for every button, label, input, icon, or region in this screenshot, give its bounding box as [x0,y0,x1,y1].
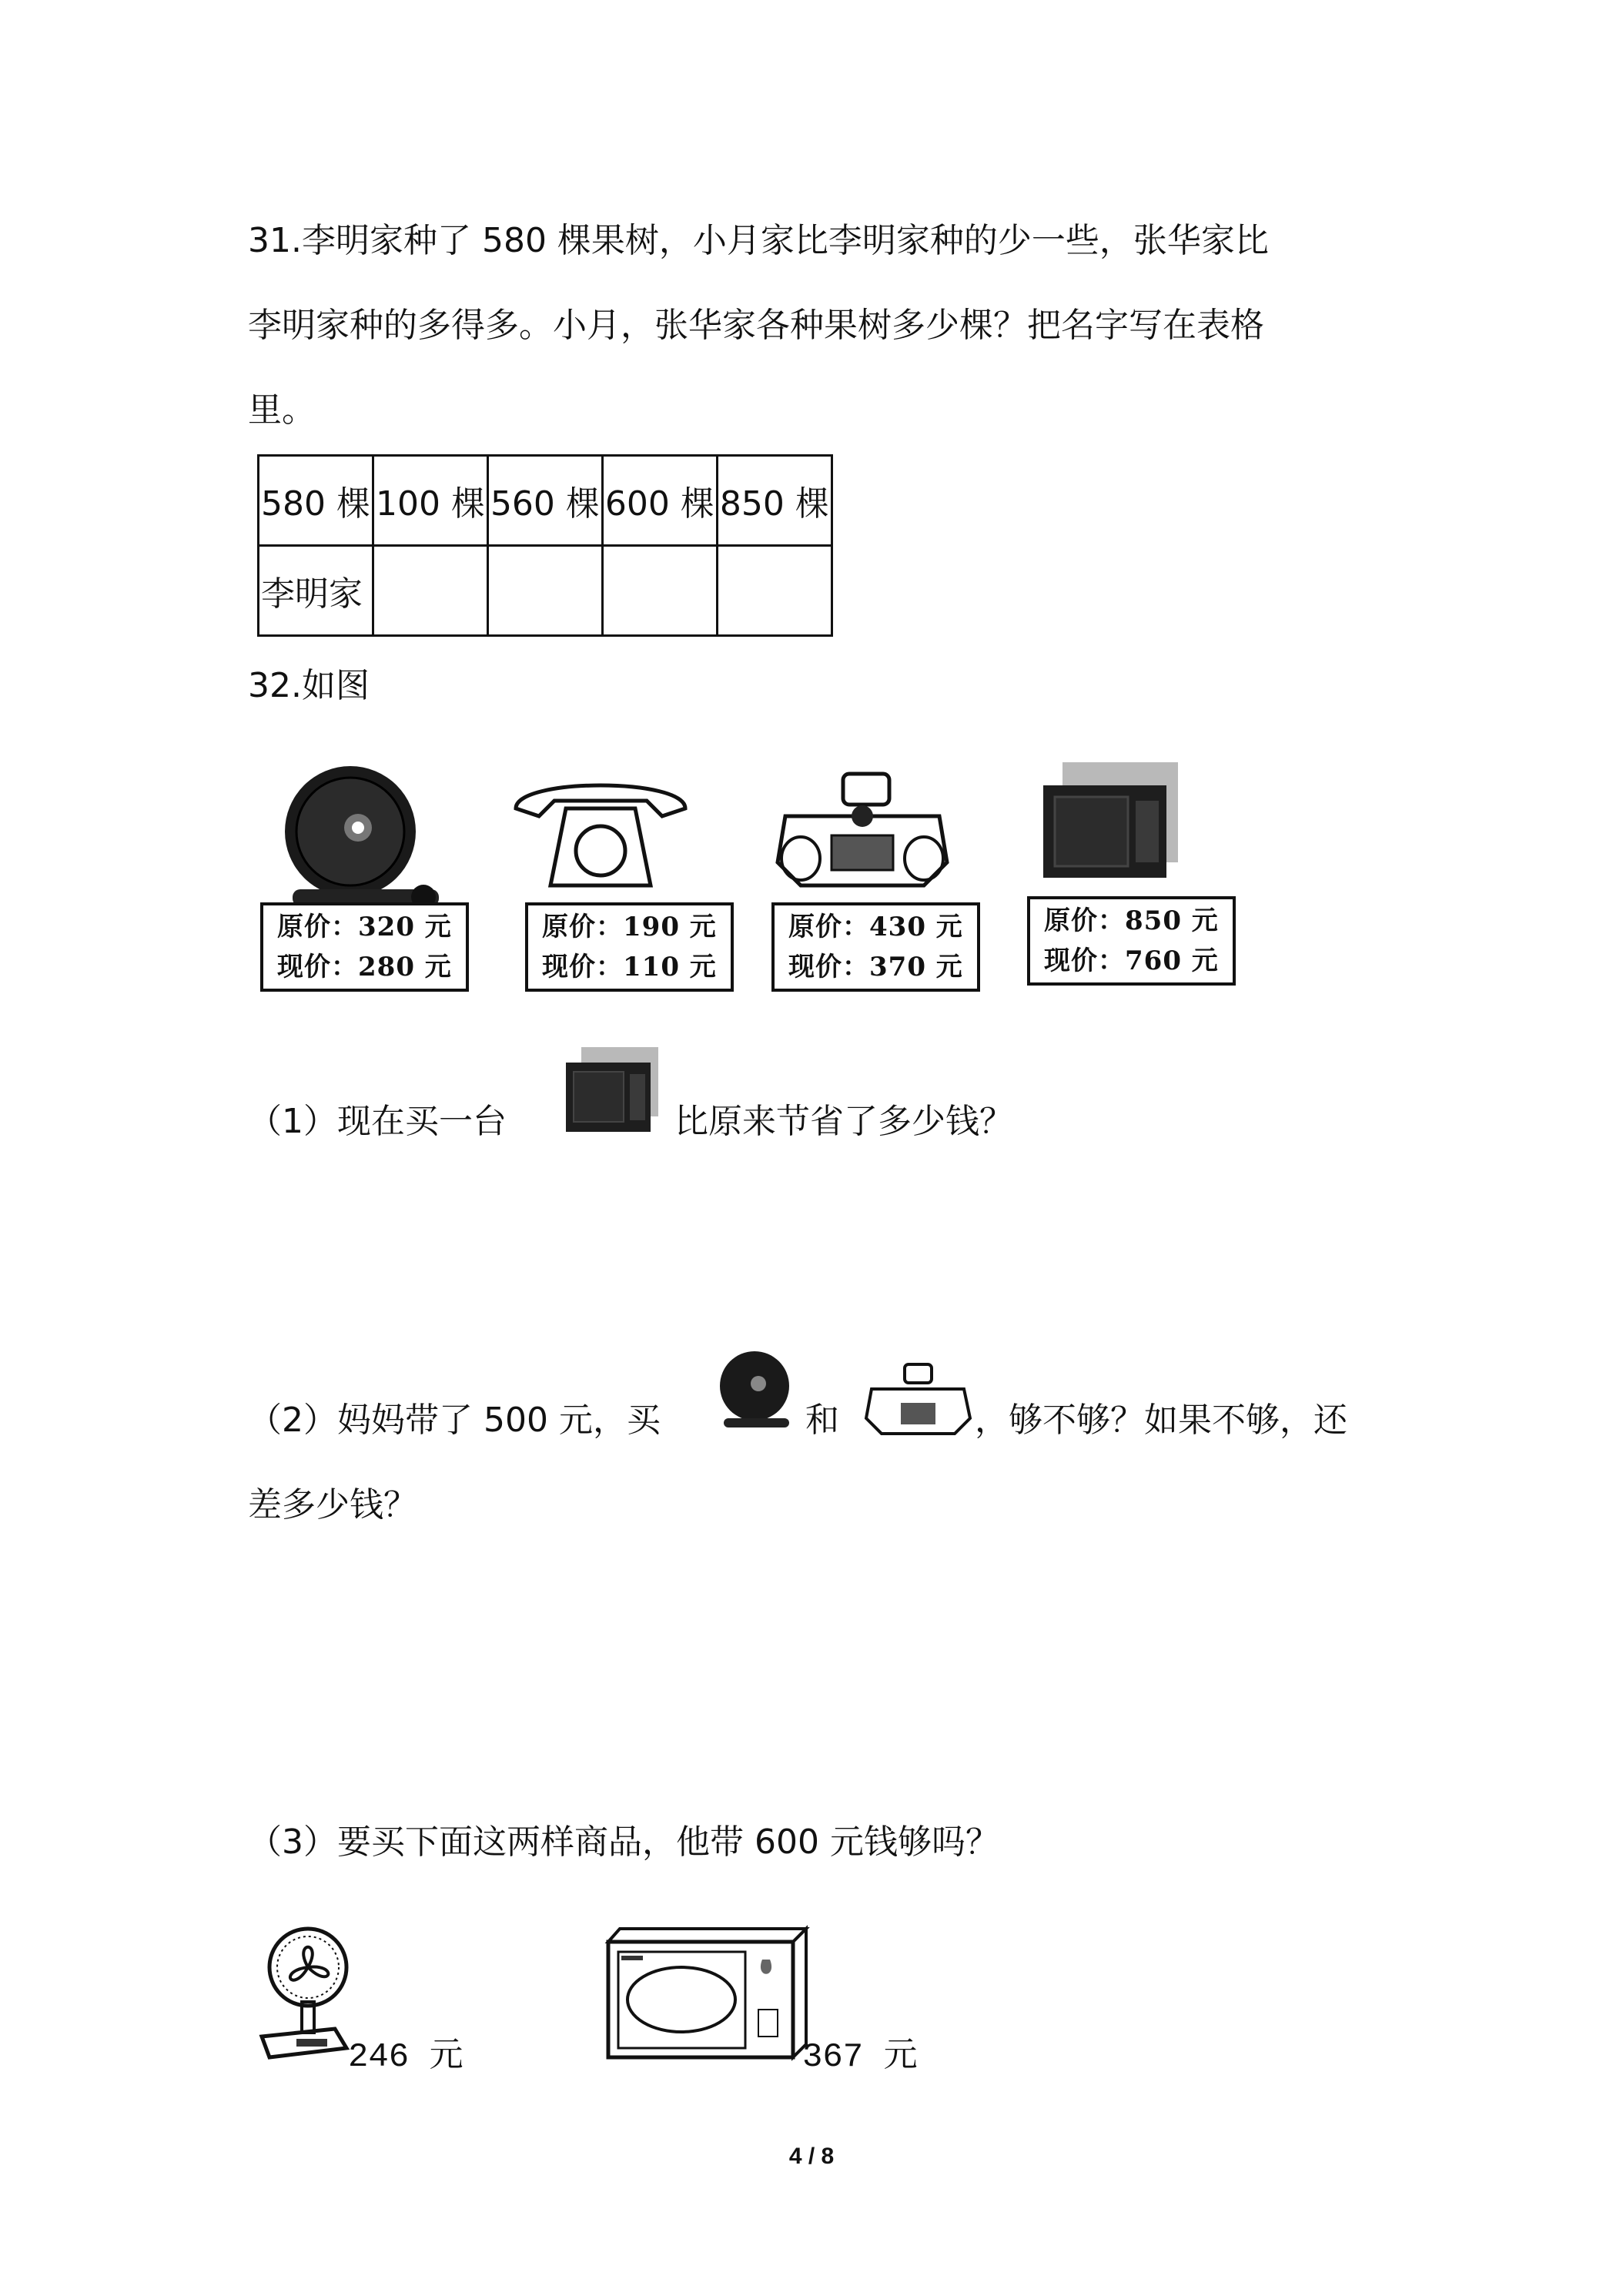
price-box [771,902,980,992]
original-price: 原价：430 元 [788,912,963,942]
q32-title: 32.如图 [248,666,370,705]
radio-icon [862,1363,974,1440]
q31-line2: 李明家种的多得多。小月，张华家各种果树多少棵？把名字写在表格 [248,306,1264,345]
telephone-icon [508,762,693,901]
answer-cell[interactable] [717,546,832,636]
q32-sub2-before: （2）妈妈带了 500 元，买 [248,1401,661,1440]
current-price: 现价：370 元 [788,952,963,982]
q32-sub3: （3）要买下面这两样商品，他带 600 元钱够吗？ [248,1822,999,1862]
q31-table [257,454,833,637]
answer-cell[interactable] [487,546,602,636]
q32-sub2-mid: 和 [805,1401,839,1440]
q31-line1: 31.李明家种了 580 棵果树，小月家比李明家种的少一些，张华家比 [248,221,1269,260]
radio-icon [770,770,955,901]
original-price: 原价：190 元 [542,912,717,942]
q32-sub2-after: ，够不够？如果不够，还 [975,1401,1347,1440]
table-cell: 李明家 [259,546,373,636]
table-row [259,546,832,636]
price-box [1027,896,1236,986]
table-cell: 850 棵 [717,456,832,546]
original-price: 原价：850 元 [1044,905,1219,936]
fan-price: 246 元 [348,2038,463,2077]
fan-heater-icon [277,762,447,916]
q32-sub1-after: 比原来节省了多少钱？ [674,1102,1013,1141]
answer-cell[interactable] [602,546,717,636]
original-price: 原价：320 元 [277,912,452,942]
current-price: 现价：110 元 [542,952,717,982]
table-row [259,456,832,546]
q31-line3: 里。 [248,390,316,430]
page-number: 4 / 8 [788,2144,835,2169]
table-cell: 100 棵 [373,456,487,546]
answer-cell[interactable] [373,546,487,636]
microwave-price: 367 元 [802,2038,918,2077]
microwave-oven-icon [562,1047,662,1140]
price-box [260,902,469,992]
q32-sub2-line2: 差多少钱？ [248,1485,417,1525]
table-cell: 580 棵 [259,456,373,546]
q32-sub1-before: （1）现在买一台 [248,1102,507,1141]
microwave-oven-icon [1039,762,1186,893]
fan-heater-icon [716,1347,793,1432]
table-cell: 600 棵 [602,456,717,546]
current-price: 现价：280 元 [277,952,452,982]
current-price: 现价：760 元 [1044,946,1219,976]
price-box [525,902,734,992]
electric-fan-icon [254,1925,354,2063]
microwave-oven-icon [604,1925,808,2063]
table-cell: 560 棵 [487,456,602,546]
